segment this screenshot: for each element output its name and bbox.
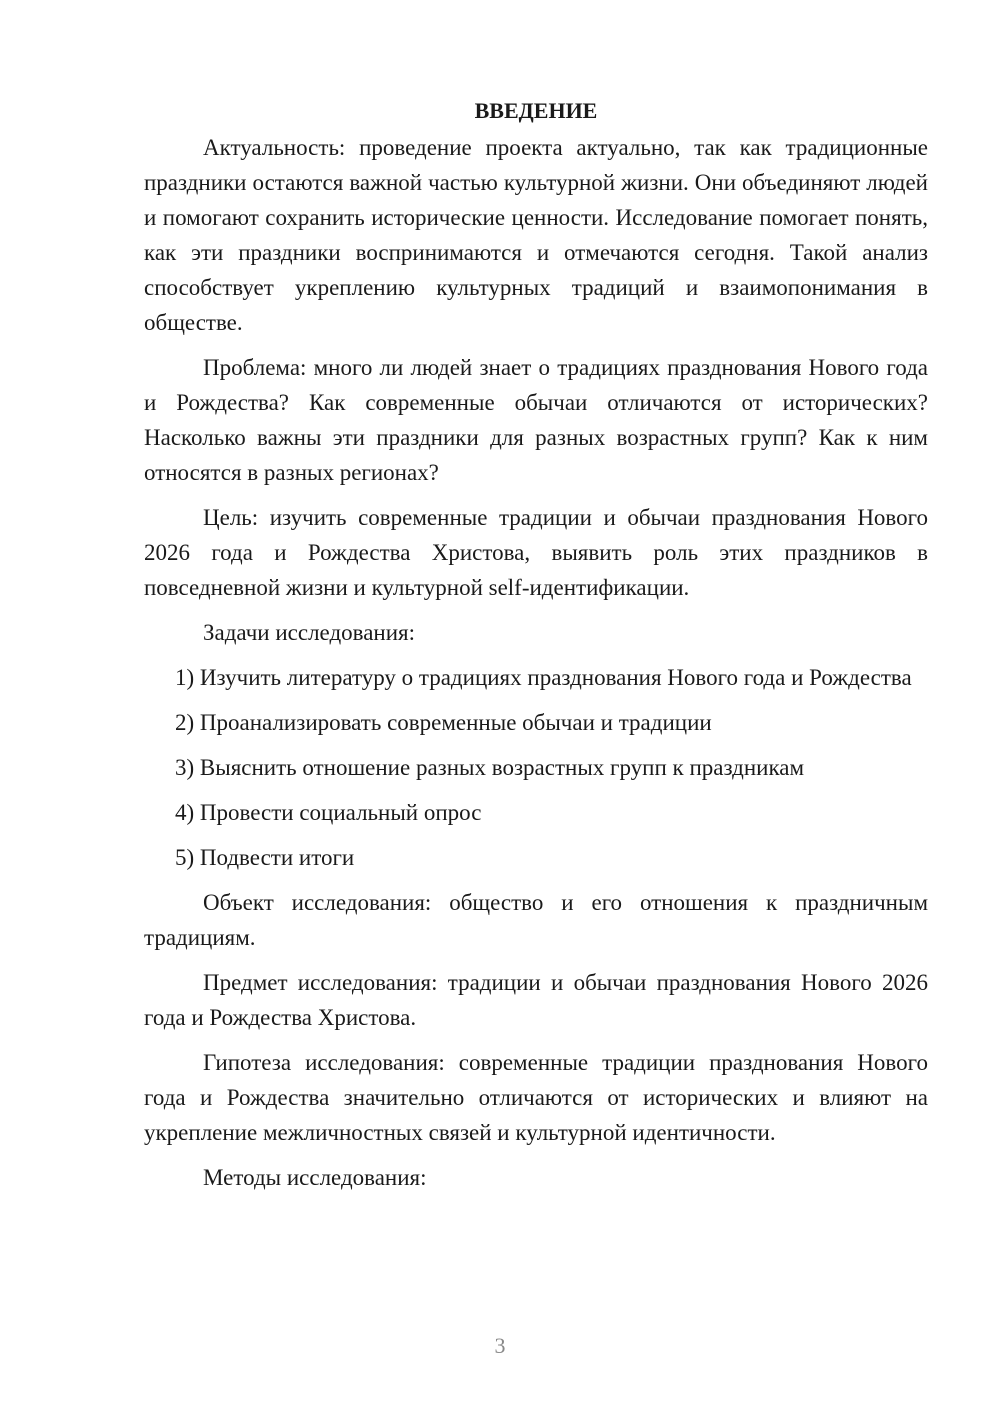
paragraph-relevance: Актуальность: проведение проекта актуально, так как традиционные праздники остаются важной частью культурной жизни. Они объединяют людей и помогают сохранить исторические ценности. Исследование помогает понять, как эти праздники воспринимаются и отмечаются сегодня. Такой анализ способствует укреплению культурных традиций и взаимопонимания в обществе. xyxy=(144,135,928,335)
paragraph-subject: Предмет исследования: традиции и обычаи празднования Нового 2026 года и Рождества Христова. xyxy=(144,970,928,1030)
task-item-1: 1) Изучить литературу о традициях празднования Нового года и Рождества xyxy=(175,665,912,690)
task-item-4: 4) Провести социальный опрос xyxy=(175,800,482,825)
paragraph-hypothesis: Гипотеза исследования: современные традиции празднования Нового года и Рождества значительно отличаются от исторических и влияют на укрепление межличностных связей и культурной идентичности. xyxy=(144,1050,928,1145)
task-item-2: 2) Проанализировать современные обычаи и традиции xyxy=(175,710,712,735)
paragraph-goal: Цель: изучить современные традиции и обычаи празднования Нового 2026 года и Рождества Христова, выявить роль этих праздников в повседневной жизни и культурной self-идентификации. xyxy=(144,505,928,600)
section-title: ВВЕДЕНИЕ xyxy=(474,98,598,123)
document-page xyxy=(144,93,928,1205)
task-item-5: 5) Подвести итоги xyxy=(175,845,355,870)
task-item-3: 3) Выяснить отношение разных возрастных групп к праздникам xyxy=(175,755,805,780)
page-number: 3 xyxy=(494,1333,506,1358)
paragraph-problem: Проблема: много ли людей знает о традициях празднования Нового года и Рождества? Как современные обычаи отличаются от исторических? Насколько важны эти праздники для разных возрастных групп? Как к ним относятся в разных регионах? xyxy=(144,355,928,485)
methods-heading: Методы исследования: xyxy=(203,1165,427,1190)
paragraph-object: Объект исследования: общество и его отношения к праздничным традициям. xyxy=(144,890,928,950)
tasks-heading: Задачи исследования: xyxy=(203,620,416,645)
